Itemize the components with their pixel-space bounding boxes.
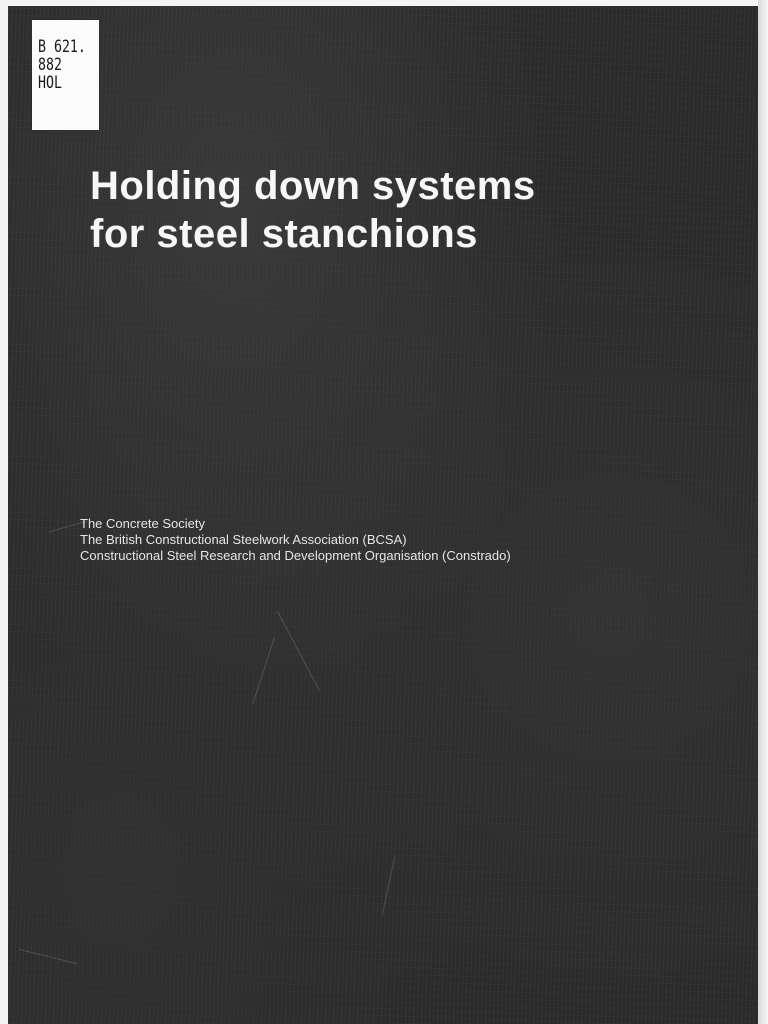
cover-scratch [277, 611, 320, 691]
publisher-constrado: Constructional Steel Research and Development Organisation (Constrado) [80, 548, 511, 563]
book-cover [8, 6, 760, 1024]
title-line-1: Holding down systems [90, 164, 536, 208]
document-title [90, 162, 536, 258]
cover-scratch [19, 949, 77, 964]
cover-scratch [252, 638, 275, 705]
library-label-line-3: HOL [38, 73, 62, 93]
publisher-concrete-society: The Concrete Society [80, 516, 206, 531]
library-label-line-2: 882 [38, 55, 62, 75]
title-line-2: for steel stanchions [90, 212, 478, 256]
page-edge [758, 0, 768, 1024]
cover-scratch [382, 857, 395, 916]
library-label-line-1: B 621. [38, 37, 86, 57]
publisher-bcsa: The British Constructional Steelwork Association (BCSA) [80, 532, 407, 547]
library-label-sticker [32, 20, 99, 130]
publisher-list [80, 516, 511, 564]
